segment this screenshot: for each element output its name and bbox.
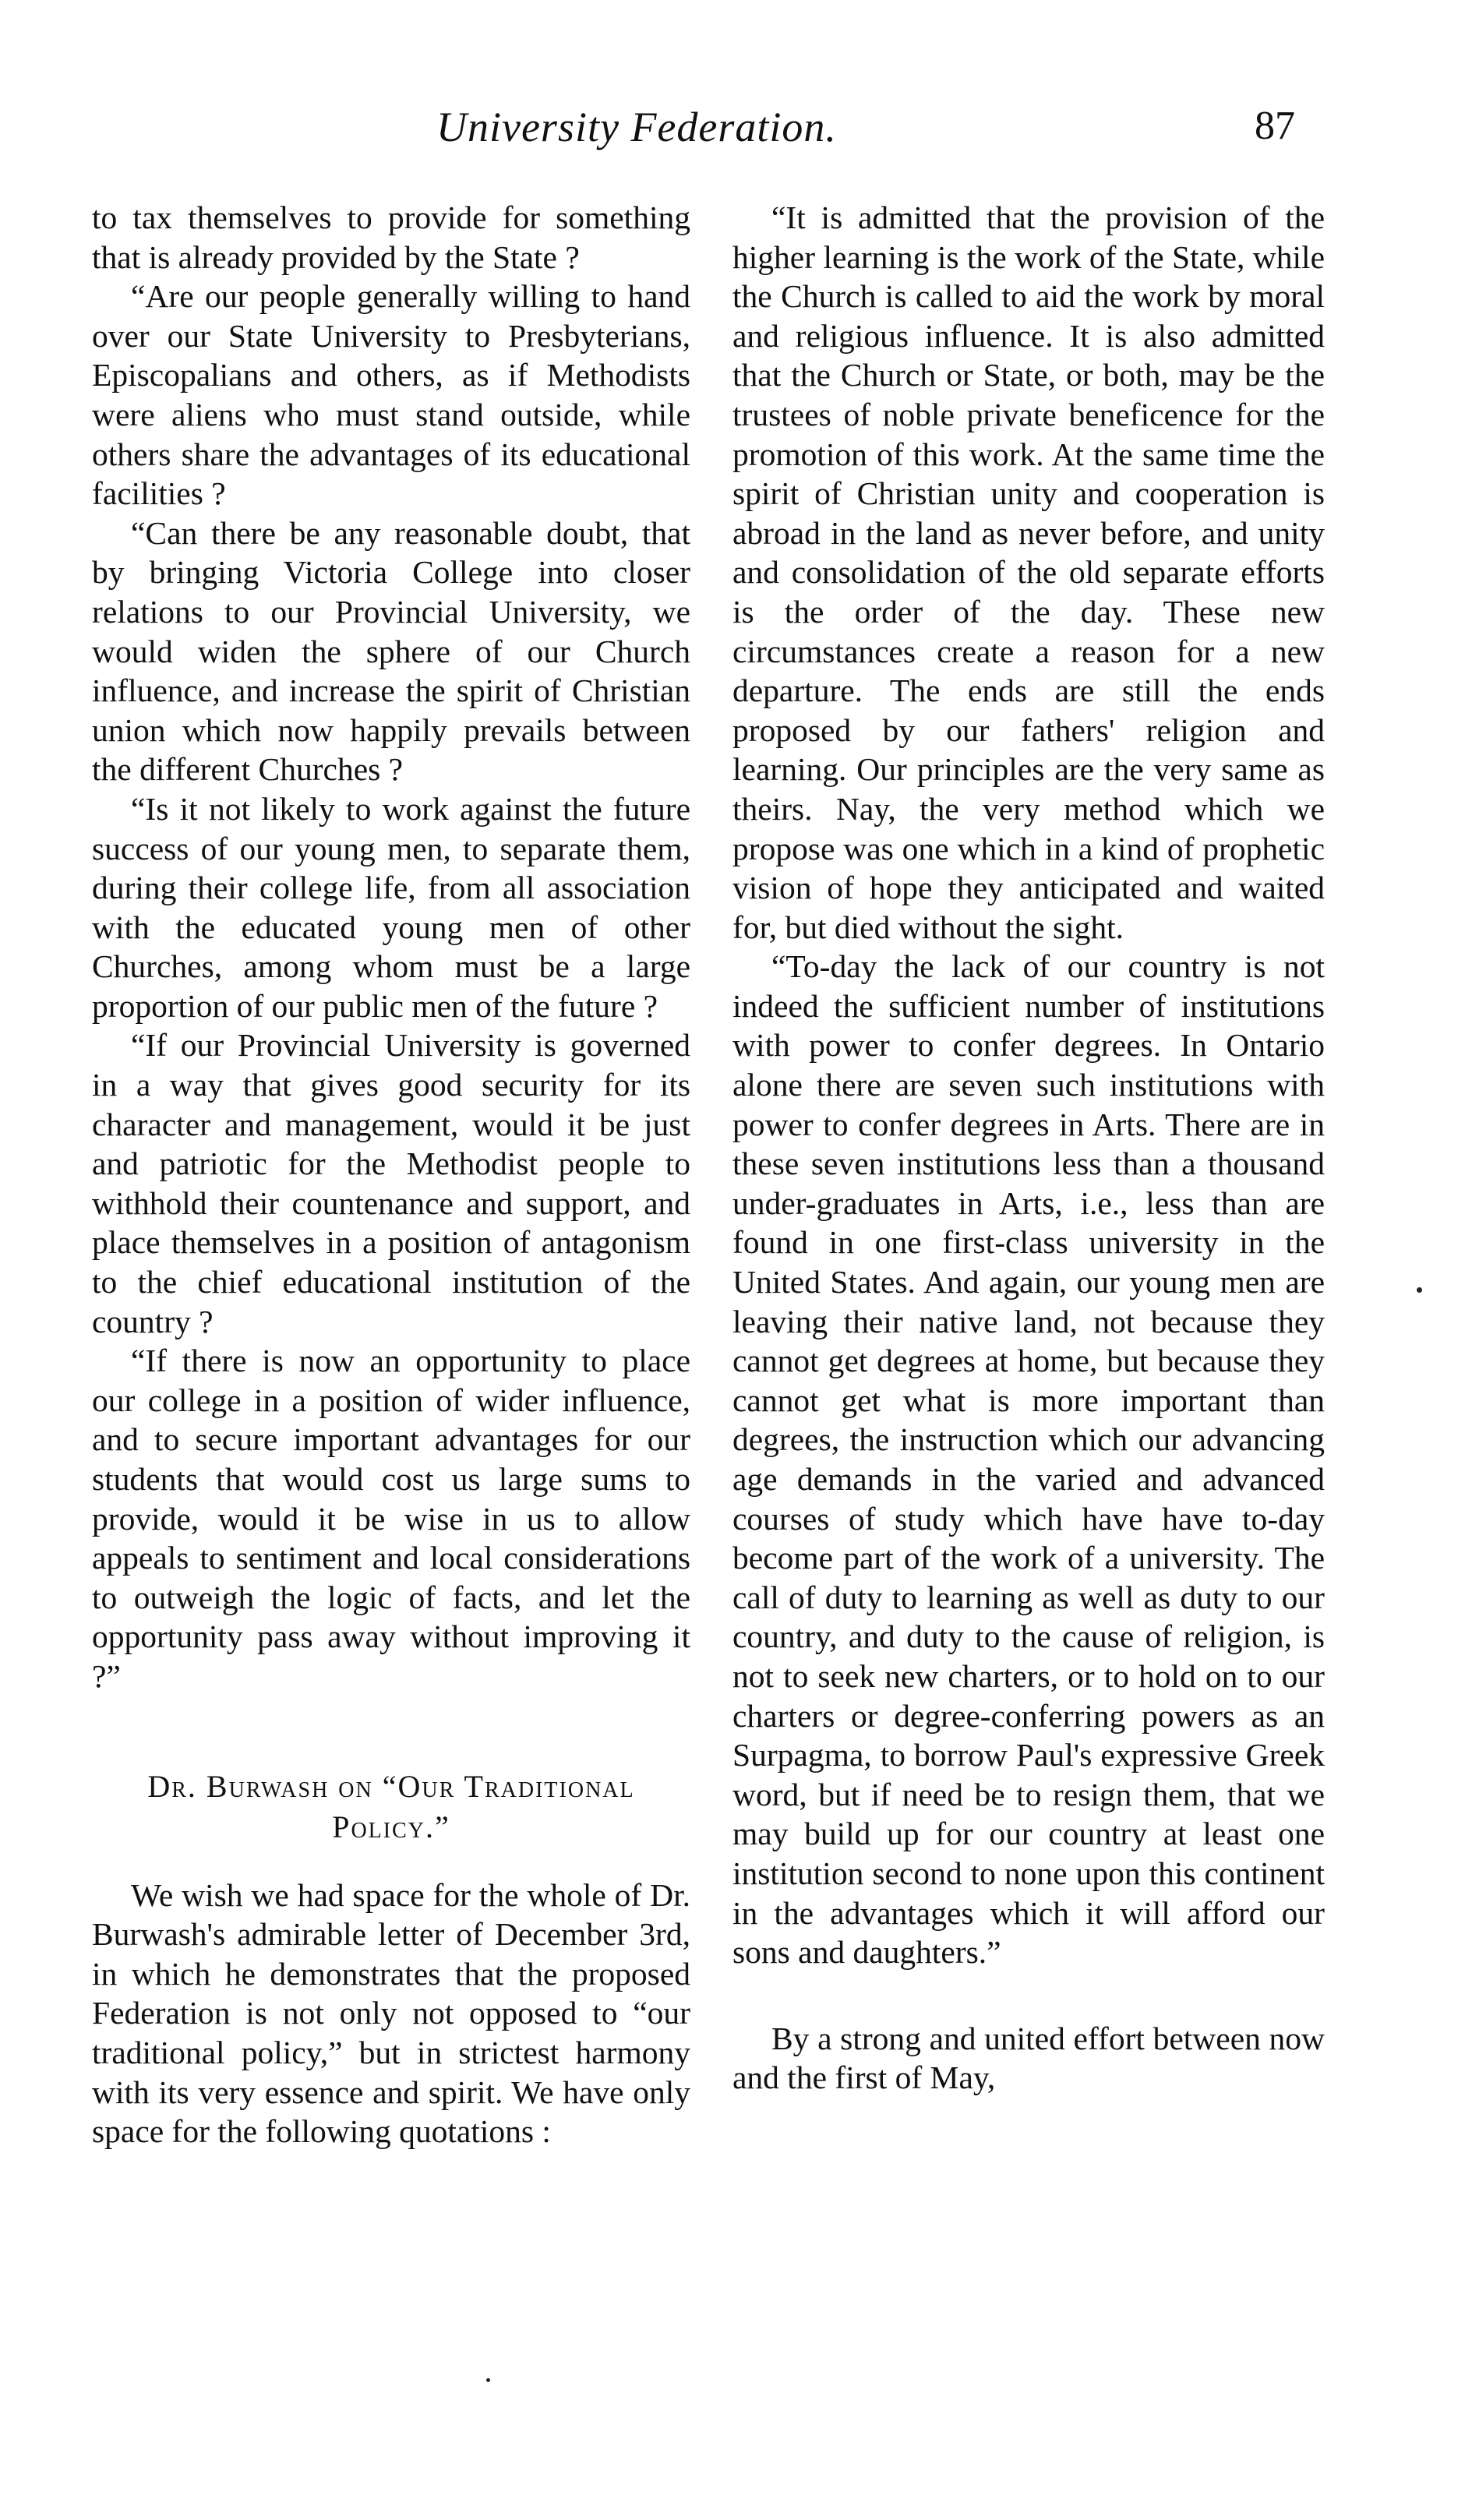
page-number: 87 [1255, 104, 1295, 148]
paragraph: “Are our people generally willing to hand over our State University to Presbyterians, Episcopalians and others, as if Methodists were aliens who must stand outside, while others share the advantages of its educational facilities ? [92, 278, 690, 512]
paragraph: “Is it not likely to work against the future success of our young men, to separate them, during their college life, from all association with the educated young men of other Churches, among whom must be a large proportion of our public men of the future ? [92, 790, 690, 1024]
left-column [92, 198, 690, 2151]
paragraph: “It is admitted that the provision of the higher learning is the work of the State, while the Church is called to aid the work by moral and religious influence. It is also admitted that the Church or State, or both, may be the trustees of noble private beneficence for the promotion of this work. At the same time the spirit of Christian unity and cooperation is abroad in the land as never before, and unity and consolidation of the old separate efforts is the order of the day. These new circumstances create a reason for a new departure. The ends are still the ends proposed by our fathers' religion and learning. Our principles are the very same as theirs. Nay, the very method which we propose was one which in a kind of prophetic vision of hope they anticipated and waited for, but died without the sight. [732, 199, 1325, 945]
page-header [0, 103, 1472, 157]
paragraph: to tax themselves to provide for something that is already provided by the State ? [92, 199, 690, 275]
print-speck [486, 2378, 490, 2382]
paragraph: “To-day the lack of our country is not indeed the sufficient number of institutions with power to confer degrees. In Ontario alone there are seven such institutions with power to confer degrees in Arts. There are in these seven institutions less than a thousand under-graduates in Arts, i.e., less than are found in one first-class university in the United States. And again, our young men are leaving their native land, not because they cannot get degrees at home, but because they cannot get what is more important than degrees, the instruction which our advancing age demands in the varied and advanced courses of study which have have to-day become part of the work of a university. The call of duty to learning as well as duty to our country, and duty to the cause of religion, is not to seek new charters, or to hold on to our charters or degree-conferring powers as an Surpagma, to borrow Paul's expressive Greek word, but if need be to resign them, that we may build up for our country at least one institution second to none upon this continent in the advantages which it will afford our sons and daughters.” [732, 948, 1325, 1971]
section-heading: Dr. Burwash on “Our Traditional Policy.” [147, 1768, 635, 1844]
paragraph: “Can there be any reasonable doubt, that by bringing Victoria College into closer relations to our Provincial University, we would widen the sphere of our Church influence, and increase the spirit of Christian union which now happily prevails between the different Churches ? [92, 514, 690, 788]
paragraph: “If our Provincial University is governed in a way that gives good security for its character and management, would it be just and patriotic for the Methodist people to withhold their countenance and support, and place themselves in a position of antagonism to the chief educational institution of the country ? [92, 1027, 690, 1339]
paragraph: “If there is now an opportunity to place our college in a position of wider influence, and to secure important advantages for our students that would cost us large sums to provide, would it be wise in us to allow appeals to sentiment and local considerations to outweigh the logic of facts, and let the opportunity pass away without improving it ?” [92, 1343, 690, 1694]
right-column [732, 198, 1325, 2098]
running-title: University Federation. [436, 104, 837, 150]
paragraph: By a strong and united effort between now and the first of May, [732, 2020, 1325, 2096]
print-speck [1417, 1287, 1422, 1293]
paragraph: We wish we had space for the whole of Dr. Burwash's admirable letter of December 3rd, in which he demonstrates that the proposed Federation is not only not opposed to “our traditional policy,” but in strictest harmony with its very essence and spirit. We have only space for the following quotations : [92, 1876, 690, 2150]
